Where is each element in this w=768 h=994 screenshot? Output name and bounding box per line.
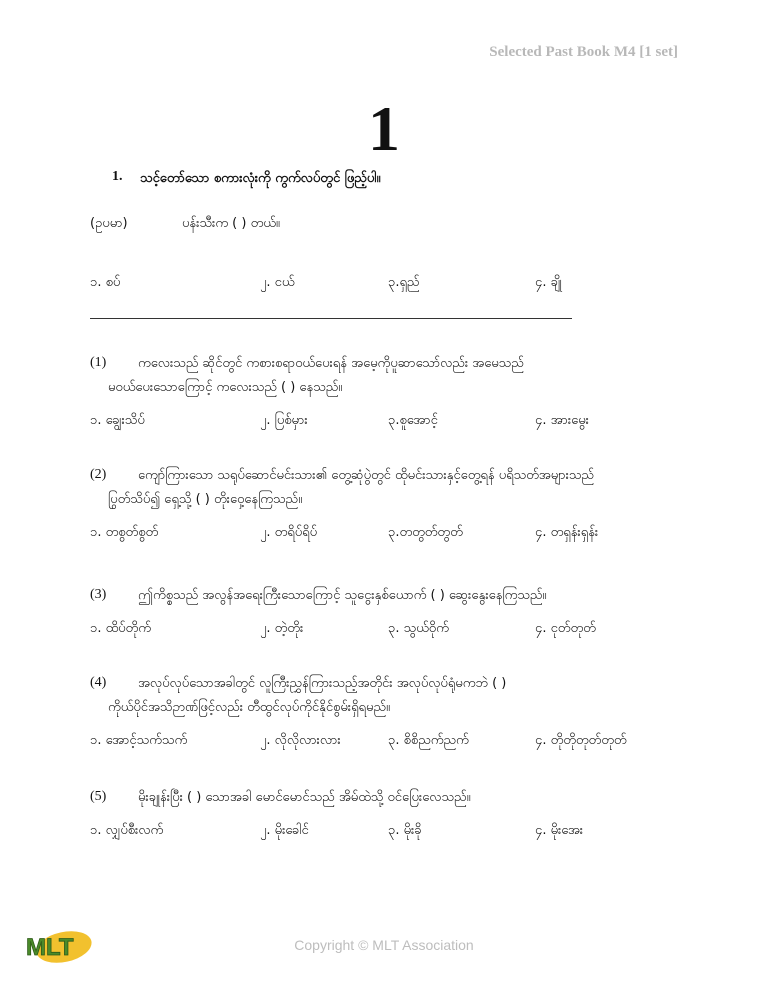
answer-option: ၄. ငုတ်တုတ် [535, 621, 596, 636]
copyright-text: Copyright © MLT Association [294, 937, 474, 953]
answer-option: ၃. သွယ်ဝိုက် [388, 621, 449, 636]
answer-option: ၄. တရှန်းရှန်း [535, 525, 599, 540]
answer-option: ၂. လိုလိုလားလား [260, 733, 341, 748]
question-text-line1: ဤကိစ္စသည် အလွန်အရေးကြီးသောကြောင့် သူငွေးနှစ်ယောက် ( ) ဆွေးနွေးနေကြသည်။ [138, 588, 547, 603]
example-option: ၁. စပ် [90, 275, 121, 290]
answer-option: ၃. စိစိညက်ညက် [388, 733, 469, 748]
answer-option: ၄. မိုးအေး [535, 823, 584, 838]
answer-option: ၂. ပြစ်မှား [260, 413, 308, 428]
answer-option: ၃.စူအောင့် [388, 413, 438, 428]
example-label: (ဥပမာ) [90, 216, 128, 231]
example-option: ၂. ငယ် [260, 275, 295, 290]
answer-option: ၁. ချွေးသိပ် [90, 413, 145, 428]
answer-option: ၂. တဲ့တိုး [260, 621, 304, 636]
answer-option: ၂. မိုးခေါင် [260, 823, 309, 838]
example-option: ၃.ရှည် [388, 275, 420, 290]
answer-option: ၁. လျှပ်စီးလက် [90, 823, 164, 838]
instruction-number: 1. [112, 169, 123, 184]
question-number: (3) [90, 587, 107, 602]
question-number: (4) [90, 675, 107, 690]
answer-option: ၁. အောင့်သက်သက် [90, 733, 188, 748]
svg-text:MLT: MLT [26, 934, 74, 961]
divider [90, 318, 572, 319]
question-number: (2) [90, 467, 107, 482]
book-title-header: Selected Past Book M4 [1 set] [489, 44, 678, 60]
question-text-line1: အလုပ်လုပ်သောအခါတွင် လူကြီးညွှန်ကြားသည့်အတိုင်း အလုပ်လုပ်ရုံမကဘဲ ( ) [138, 676, 507, 691]
answer-option: ၁. ထိပ်တိုက် [90, 621, 151, 636]
answer-option: ၃.တတွတ်တွတ် [388, 525, 463, 540]
example-text: ပန်းသီးက ( ) တယ်။ [182, 216, 280, 231]
answer-option: ၃. မိုးခို [388, 823, 422, 838]
question-text-line1: ကလေးသည် ဆိုင်တွင် ကစားစရာဝယ်ပေးရန် အမေ့ကိုပူဆာသော်လည်း အမေသည် [138, 356, 524, 371]
example-option: ၄. ချို [535, 275, 562, 290]
chapter-number: 1 [368, 93, 400, 164]
question-number: (5) [90, 789, 107, 804]
question-number: (1) [90, 355, 107, 370]
question-text-line2: ပြွတ်သိပ်၍ ရှေ့သို့ ( ) တိုးဝှေ့နေကြသည်။ [108, 492, 303, 507]
question-text-line1: ကျော်ကြားသော သရုပ်ဆောင်မင်းသား၏ တွေ့ဆုံပွဲတွင် ထိုမင်းသားနှင့်တွေ့ရန် ပရိသတ်အများသည် [138, 468, 595, 483]
answer-option: ၄. အားမွေး [535, 413, 589, 428]
question-text-line2: ကိုယ်ပိုင်အသိဉာဏ်ဖြင့်လည်း တီထွင်လုပ်ကိုင်နိုင်စွမ်းရှိရမည်။ [108, 700, 390, 715]
answer-option: ၁. တစွတ်စွတ် [90, 525, 159, 540]
answer-option: ၂. တရိပ်ရိပ် [260, 525, 318, 540]
answer-option: ၄. တိုတိုတုတ်တုတ် [535, 733, 627, 748]
question-text-line2: မဝယ်ပေးသောကြောင့် ကလေးသည် ( ) နေသည်။ [108, 380, 343, 395]
question-text-line1: မိုးချုန်းပြီး ( ) သောအခါ မောင်မောင်သည် အိမ်ထဲသို့ ဝင်ပြေးလေသည်။ [138, 790, 471, 805]
instruction-text: သင့်တော်သော စကားလုံးကို ကွက်လပ်တွင် ဖြည့်ပါ။ [140, 171, 381, 186]
